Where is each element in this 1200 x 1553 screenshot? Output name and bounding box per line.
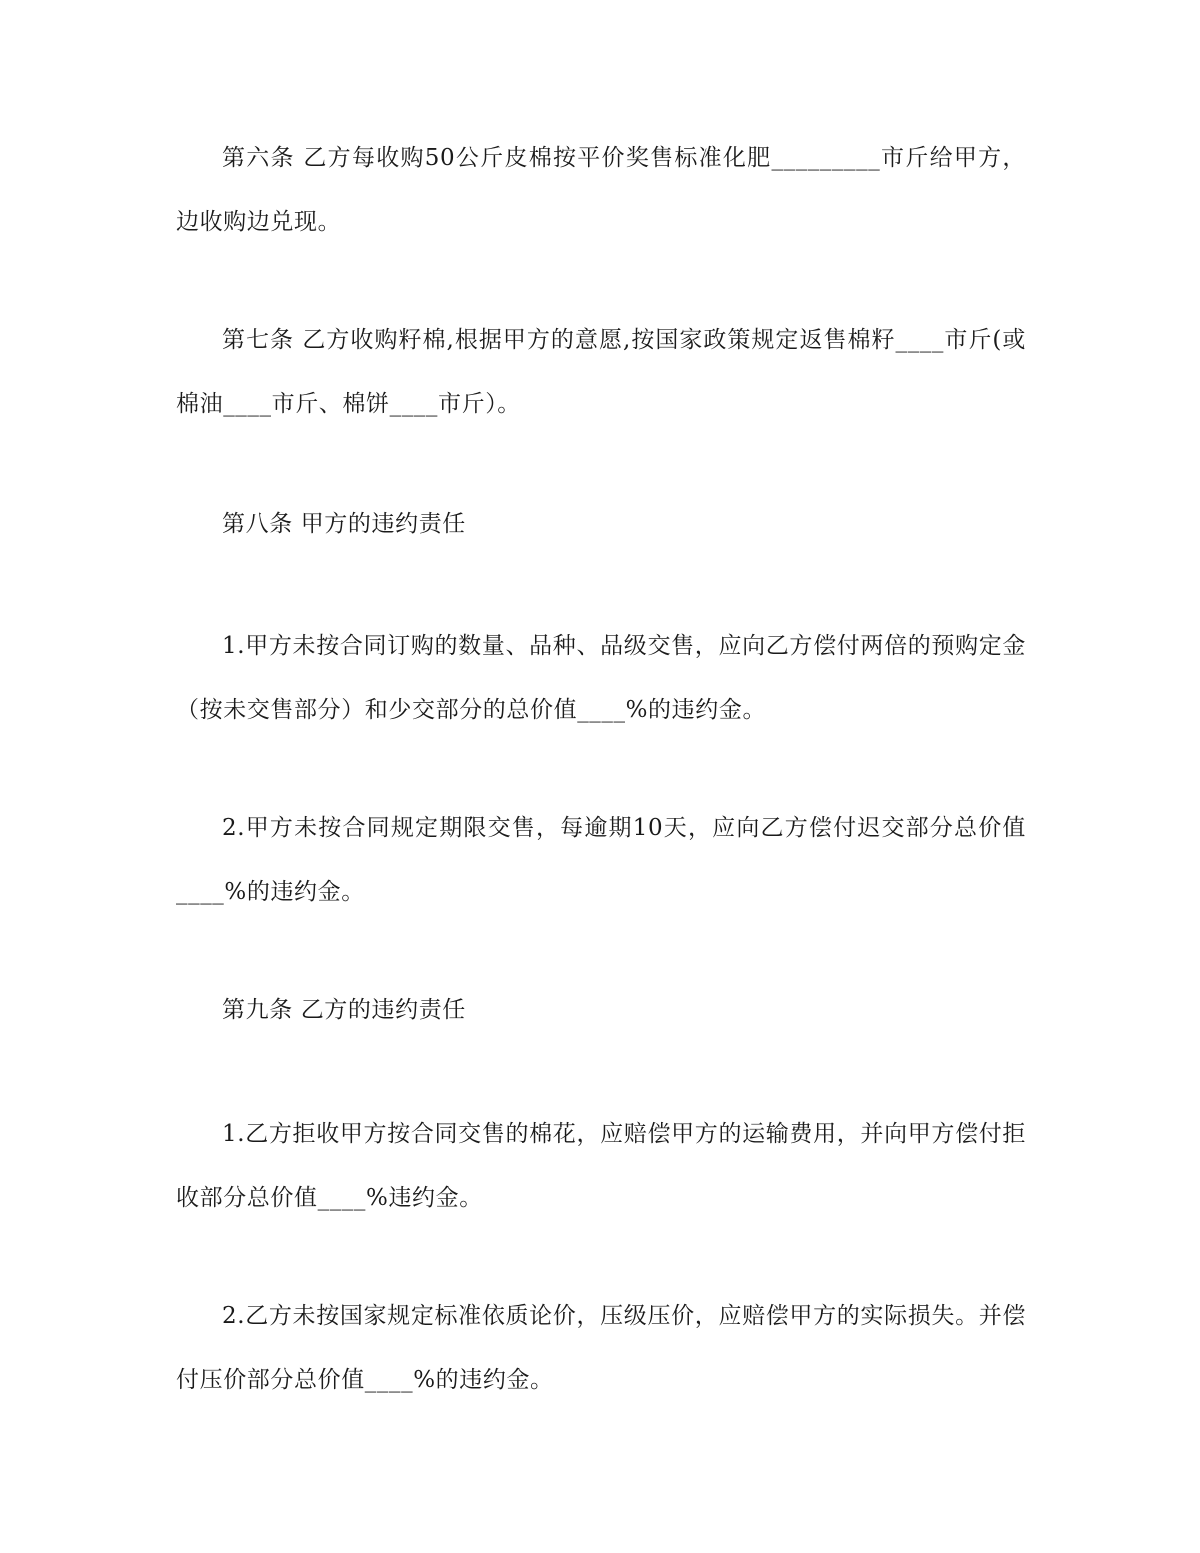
article-6-paragraph: 第六条 乙方每收购50公斤皮棉按平价奖售标准化肥_________市斤给甲方，边收购边兑现。 [176,145,1026,235]
article-7-paragraph: 第七条 乙方收购籽棉,根据甲方的意愿,按国家政策规定返售棉籽____市斤(或棉油____市斤、棉饼____市斤）。 [176,327,1026,417]
article-8-clause-1: 1.甲方未按合同订购的数量、品种、品级交售，应向乙方偿付两倍的预购定金（按未交售部分）和少交部分的总价值____%的违约金。 [176,633,1026,723]
article-8-heading: 第八条 甲方的违约责任 [222,511,466,537]
article-8-clause-2: 2.甲方未按合同规定期限交售，每逾期10天，应向乙方偿付迟交部分总价值____%的违约金。 [176,815,1026,905]
article-9-heading: 第九条 乙方的违约责任 [222,997,466,1023]
article-9-clause-2: 2.乙方未按国家规定标准依质论价，压级压价，应赔偿甲方的实际损失。并偿付压价部分总价值____%的违约金。 [176,1303,1026,1393]
article-9-clause-1: 1.乙方拒收甲方按合同交售的棉花，应赔偿甲方的运输费用，并向甲方偿付拒收部分总价值____%违约金。 [176,1121,1026,1211]
